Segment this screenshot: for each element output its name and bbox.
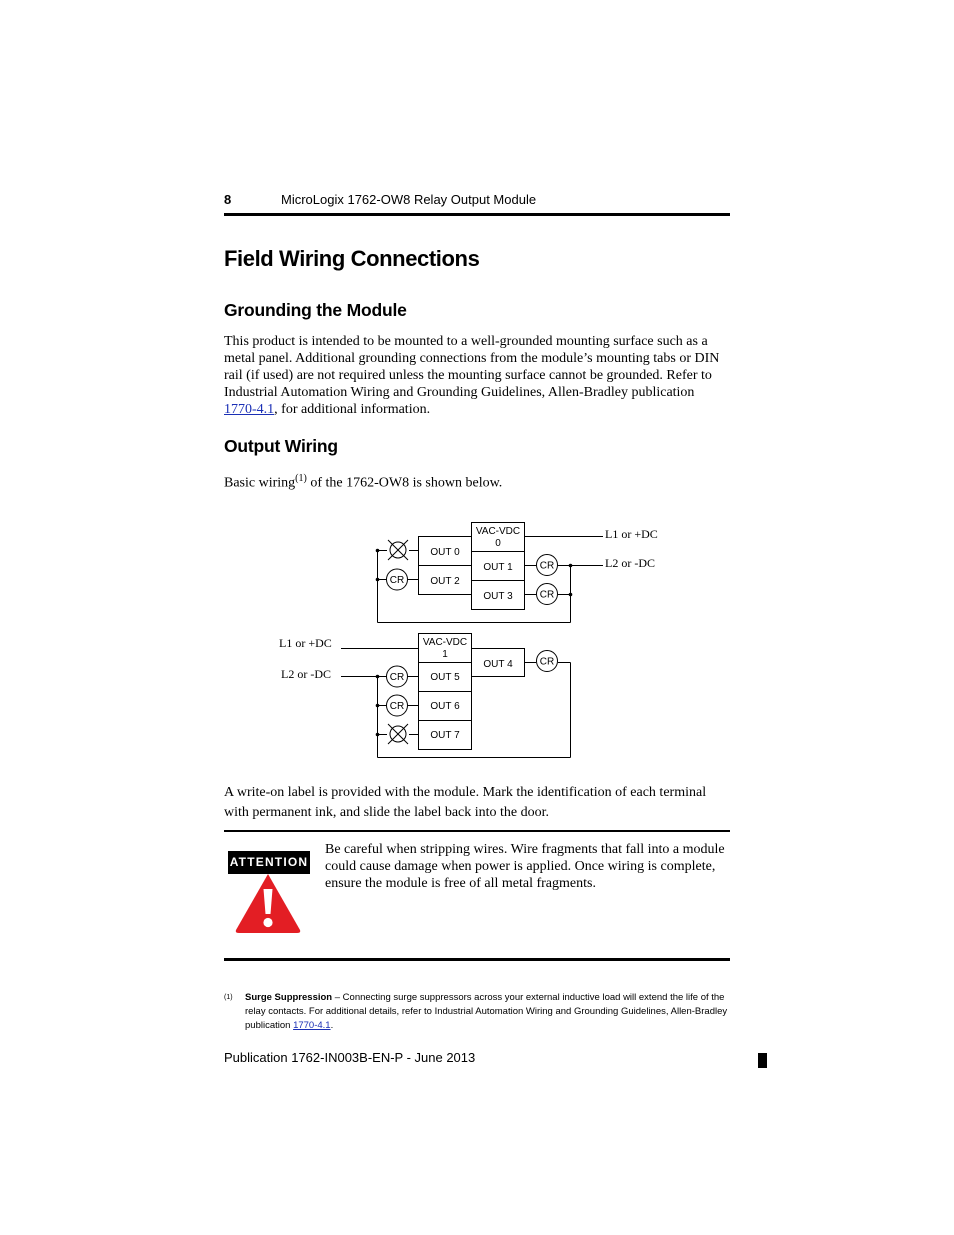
- running-title: MicroLogix 1762-OW8 Relay Output Module: [281, 192, 537, 207]
- page-edge-marker: [758, 1053, 767, 1068]
- attention-bottom-rule: [224, 958, 730, 961]
- vac-vdc-1-label-line1: VAC-VDC: [422, 637, 468, 648]
- page-number: 8: [224, 192, 232, 207]
- relay-label: CR: [389, 575, 405, 586]
- intro-text: Basic wiring: [224, 475, 296, 491]
- relay-label: CR: [539, 589, 555, 601]
- footnote: [224, 991, 730, 1033]
- out7-label: OUT 7: [430, 730, 460, 741]
- output-wiring-heading: Output Wiring: [224, 436, 338, 456]
- attention-badge: ATTENTION: [228, 851, 310, 874]
- label-note: A write-on label is provided with the module. Mark the identification of each terminal with permanent ink, and slide the label back into the door.: [224, 785, 707, 820]
- supply-minus-label-bottom: L2 or -DC: [281, 667, 331, 681]
- relay-label: CR: [539, 656, 555, 668]
- out1-label: OUT 1: [483, 562, 513, 573]
- intro-text-end: of the 1762-OW8 is shown below.: [306, 475, 503, 491]
- publication-link[interactable]: 1770-4.1: [224, 402, 275, 417]
- out0-label: OUT 0: [430, 547, 460, 558]
- footnote-reference[interactable]: (1): [295, 473, 307, 484]
- vac-vdc-0-label-line2: 0: [495, 538, 501, 549]
- grounding-text: This product is intended to be mounted to a well-grounded mounting surface such as a metal panel. Additional grounding connections from the module’s mounting tabs or DIN rail (if used) are not required unless the mounting surface cannot be grounded. Refer to Industrial Automation Wiring and Grounding Guidelines, Allen-Bradley publication: [224, 334, 720, 400]
- publication-footer: Publication 1762-IN003B-EN-P - June 2013: [224, 1050, 476, 1065]
- out3-label: OUT 3: [483, 591, 513, 602]
- footnote-text: – Connecting surge suppressors across your external inductive load will extend the life of the relay contacts. For additional details, refer to Industrial Automation Wiring and Grounding Guidelines, Allen-Bradley publication: [245, 992, 728, 1031]
- relay-label: CR: [539, 560, 555, 572]
- supply-plus-label-bottom: L1 or +DC: [279, 636, 332, 650]
- attention-top-rule: [224, 830, 730, 832]
- section-title: Field Wiring Connections: [224, 246, 480, 271]
- grounding-text-end: , for additional information.: [274, 402, 431, 417]
- relay-label: CR: [389, 701, 405, 712]
- out2-label: OUT 2: [430, 576, 460, 587]
- footnote-term: Surge Suppression: [245, 992, 333, 1003]
- footnote-mark: (1): [224, 994, 233, 1001]
- attention-text: Be careful when stripping wires. Wire fragments that fall into a module could cause damage when power is applied. Once wiring is complete, ensure the module is free of all metal fragments.: [325, 842, 725, 891]
- warning-triangle-icon: [234, 872, 302, 934]
- supply-minus-label-top: L2 or -DC: [605, 556, 655, 570]
- supply-plus-label-top: L1 or +DC: [605, 527, 658, 541]
- footnote-publication-link[interactable]: 1770-4.1: [293, 1020, 331, 1031]
- footnote-end: .: [330, 1020, 334, 1031]
- vac-vdc-1-label-line2: 1: [442, 649, 448, 660]
- relay-label: CR: [389, 672, 405, 683]
- grounding-heading: Grounding the Module: [224, 300, 407, 320]
- out5-label: OUT 5: [430, 672, 460, 683]
- out6-label: OUT 6: [430, 701, 460, 712]
- out4-label: OUT 4: [483, 659, 513, 670]
- vac-vdc-0-label-line1: VAC-VDC: [475, 526, 521, 537]
